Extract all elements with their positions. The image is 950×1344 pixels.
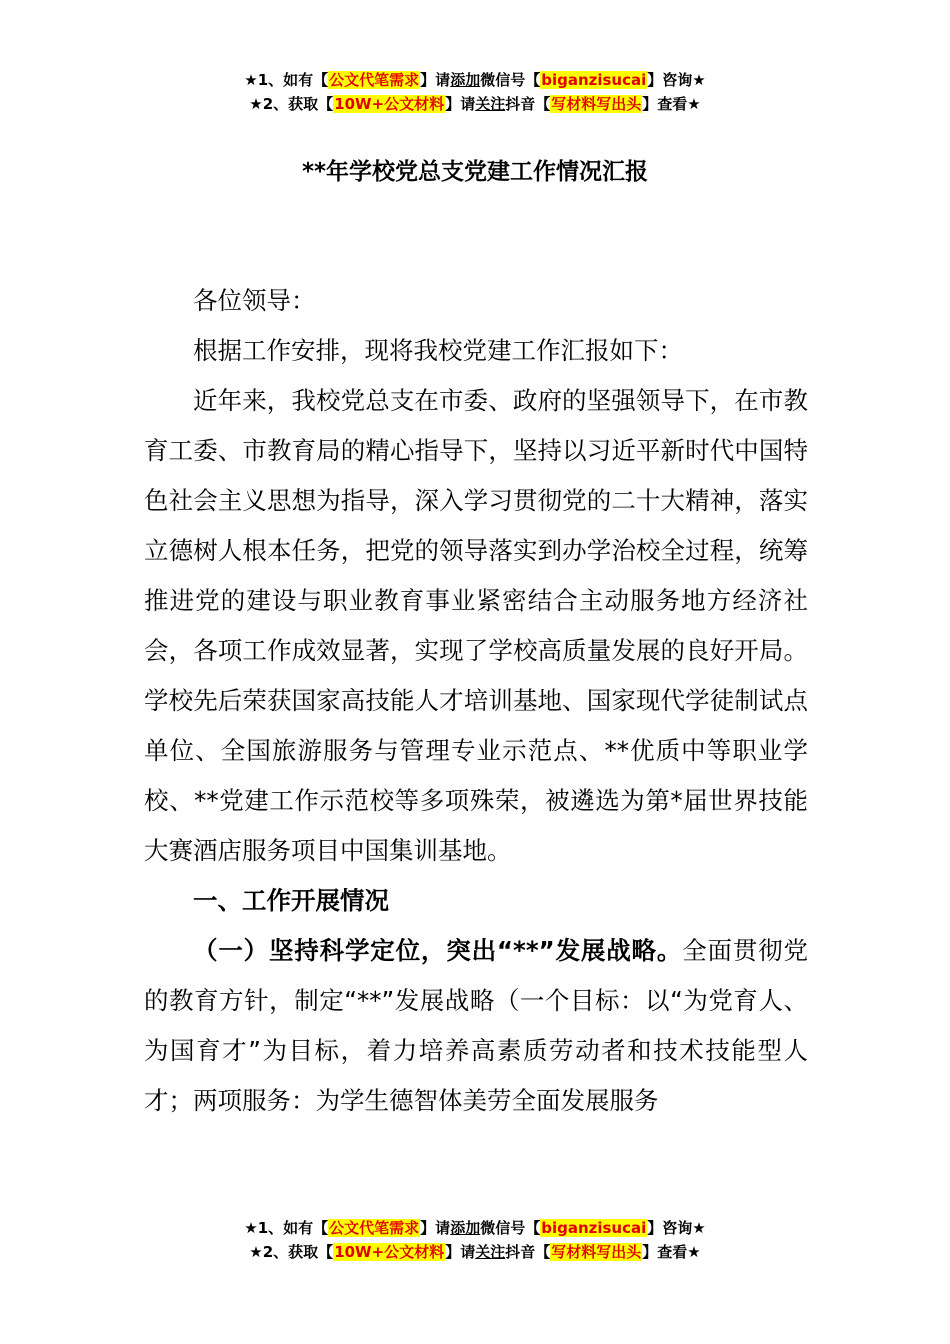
notice-highlight: biganzisucai (541, 71, 647, 89)
notice-text: 】请 (445, 1243, 476, 1261)
subsection-1 (144, 926, 808, 1126)
notice-text: 】咨询★ (647, 71, 706, 89)
notice-text: ★2、获取【 (249, 95, 334, 113)
notice-text: 微信号【 (480, 71, 541, 89)
notice-text: 】咨询★ (647, 1219, 706, 1237)
subsection-1-text: 全面贯彻党的教育方针，制定“**”发展战略（一个目标：以“为党育人、为国育才”为目标，着力培养高素质劳动者和技术技能型人才；两项服务：为学生德智体美劳全面发展服务 (144, 936, 809, 1115)
paragraph-1: 近年来，我校党总支在市委、政府的坚强领导下，在市教育工委、市教育局的精心指导下，坚持以习近平新时代中国特色社会主义思想为指导，深入学习贯彻党的二十大精神，落实立德树人根本任务，把党的领导落实到办学治校全过程，统筹推进党的建设与职业教育事业紧密结合主动服务地方经济社会，各项工作成效显著，实现了学校高质量发展的良好开局。学校先后荣获国家高技能人才培训基地、国家现代学徒制试点单位、全国旅游服务与管理专业示范点、**优质中等职业学校、**党建工作示范校等多项殊荣，被遴选为第*届世界技能大赛酒店服务项目中国集训基地。 (144, 386, 808, 865)
notice-highlight: 写材料写出头 (551, 95, 642, 113)
notice-text: 微信号【 (480, 1219, 541, 1237)
subsection-1-title: （一）坚持科学定位，突出“**”发展战略。 (193, 936, 683, 965)
notice-highlight: 公文代笔需求 (329, 71, 420, 89)
notice-text: ★1、如有【 (244, 1219, 329, 1237)
notice-highlight: biganzisucai (541, 1219, 647, 1237)
notice-text: 】请 (445, 95, 476, 113)
notice-text: 抖音【 (505, 95, 551, 113)
notice-text: 】查看★ (642, 95, 701, 113)
notice-underline: 关注 (475, 1243, 506, 1261)
notice-underline: 关注 (475, 95, 506, 113)
notice-text: ★2、获取【 (249, 1243, 334, 1261)
notice-text: 】查看★ (642, 1243, 701, 1261)
notice-line-1 (0, 1216, 950, 1240)
header-notice (0, 68, 950, 116)
notice-text: 】请 (420, 71, 451, 89)
notice-text: 抖音【 (505, 1243, 551, 1261)
notice-text: ★1、如有【 (244, 71, 329, 89)
notice-line-2 (0, 92, 950, 116)
intro-paragraph: 根据工作安排，现将我校党建工作汇报如下： (193, 336, 683, 365)
notice-line-1 (0, 68, 950, 92)
notice-underline: 添加 (450, 71, 481, 89)
notice-highlight: 写材料写出头 (551, 1243, 642, 1261)
footer-notice (0, 1216, 950, 1264)
notice-line-2 (0, 1240, 950, 1264)
notice-highlight: 10W+公文材料 (334, 95, 445, 113)
section-heading-1: 一、工作开展情况 (193, 886, 389, 915)
document-body (144, 276, 808, 1126)
notice-highlight: 10W+公文材料 (334, 1243, 445, 1261)
salutation: 各位领导： (193, 286, 316, 315)
document-title: **年学校党总支党建工作情况汇报 (301, 159, 649, 185)
notice-highlight: 公文代笔需求 (329, 1219, 420, 1237)
notice-underline: 添加 (450, 1219, 481, 1237)
notice-text: 】请 (420, 1219, 451, 1237)
